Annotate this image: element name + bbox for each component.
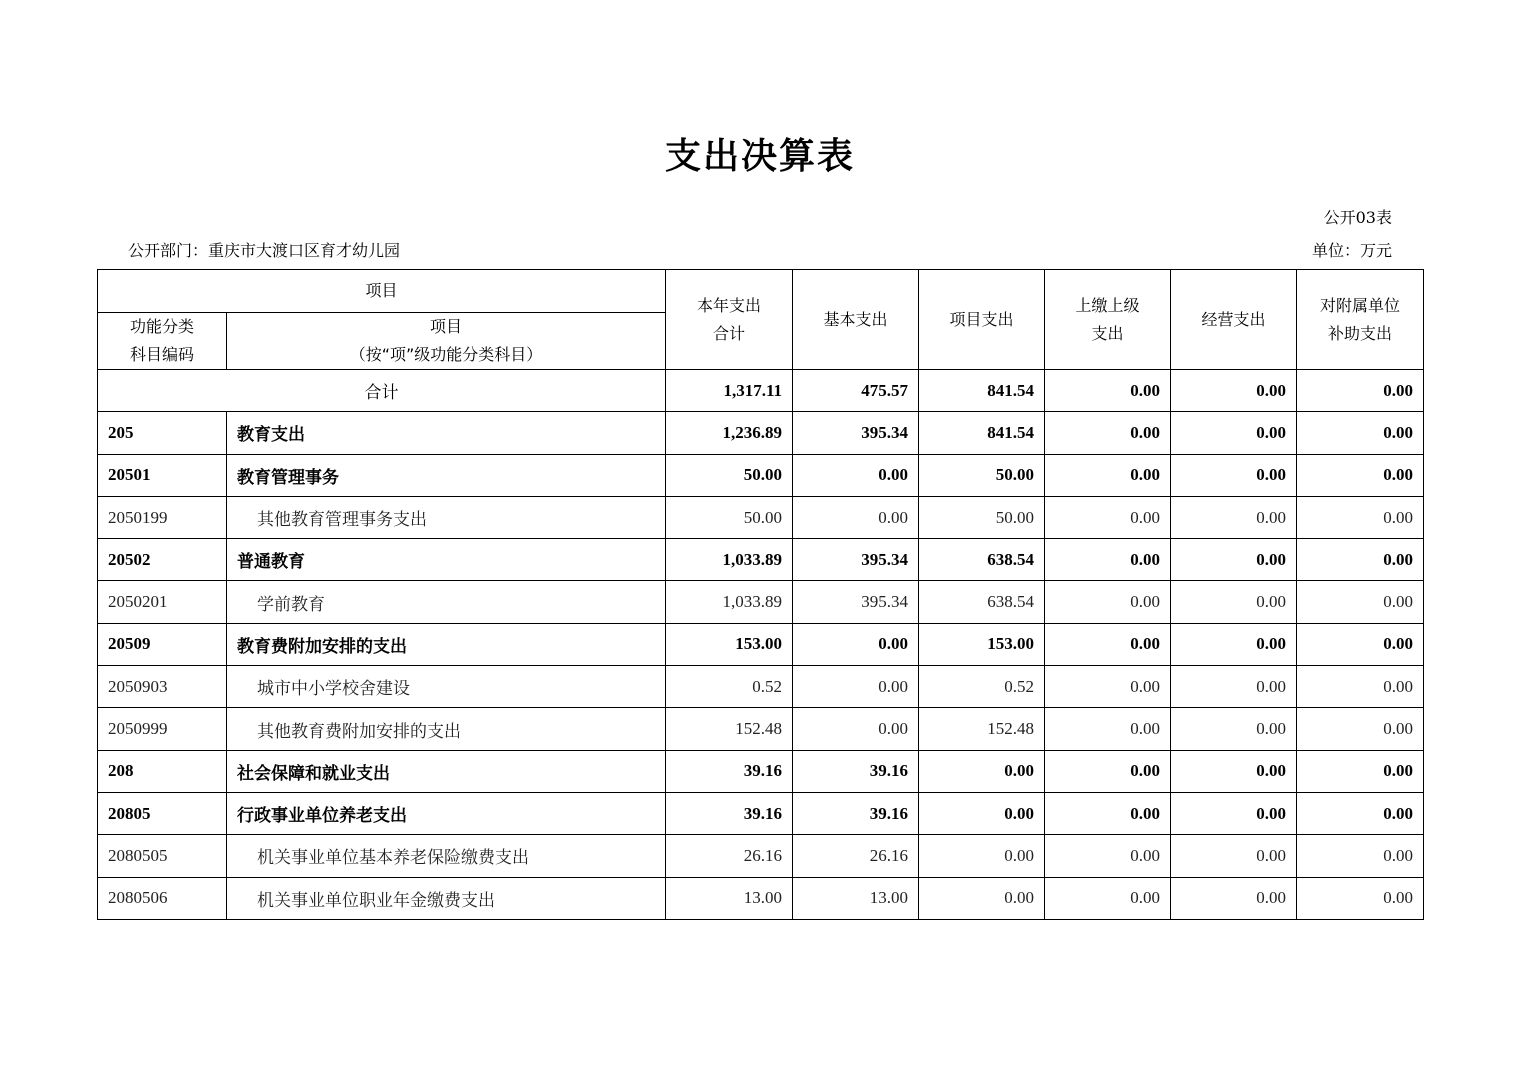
row-code: 2050999	[98, 708, 227, 750]
row-value: 0.00	[919, 750, 1045, 792]
table-row	[98, 454, 1424, 496]
row-value: 0.00	[1297, 412, 1424, 454]
row-name: 城市中小学校舍建设	[227, 666, 666, 708]
row-value: 153.00	[919, 623, 1045, 665]
row-value: 0.00	[1171, 708, 1297, 750]
department-label: 公开部门：重庆市大渡口区育才幼儿园	[128, 241, 401, 260]
row-value: 0.00	[1045, 454, 1171, 496]
row-code: 20502	[98, 539, 227, 581]
row-value: 39.16	[666, 750, 793, 792]
total-value: 475.57	[793, 370, 919, 412]
row-value: 0.00	[1171, 877, 1297, 919]
table-number: 公开03表	[1323, 208, 1392, 227]
row-value: 395.34	[793, 581, 919, 623]
row-value: 153.00	[666, 623, 793, 665]
row-value: 0.00	[1045, 539, 1171, 581]
table-row	[98, 750, 1424, 792]
row-value: 841.54	[919, 412, 1045, 454]
header-basic: 基本支出	[793, 270, 919, 370]
total-label: 合计	[98, 370, 666, 412]
header-func-code-line2: 科目编码	[129, 345, 194, 364]
row-value: 0.00	[1045, 623, 1171, 665]
expenditure-table	[97, 269, 1424, 920]
header-upper-line2: 支出	[1091, 323, 1124, 343]
row-value: 0.52	[666, 666, 793, 708]
row-value: 638.54	[919, 581, 1045, 623]
row-code: 20501	[98, 454, 227, 496]
row-value: 0.00	[1171, 539, 1297, 581]
header-func-code	[98, 313, 227, 370]
total-value: 0.00	[1171, 370, 1297, 412]
row-value: 1,033.89	[666, 539, 793, 581]
row-value: 1,033.89	[666, 581, 793, 623]
row-value: 0.00	[1297, 454, 1424, 496]
header-item-line1: 项目	[430, 317, 463, 336]
row-name: 其他教育管理事务支出	[227, 496, 666, 538]
table-row	[98, 666, 1424, 708]
row-value: 0.00	[919, 792, 1045, 834]
row-value: 1,236.89	[666, 412, 793, 454]
row-value: 152.48	[919, 708, 1045, 750]
row-value: 638.54	[919, 539, 1045, 581]
row-value: 50.00	[919, 496, 1045, 538]
row-value: 152.48	[666, 708, 793, 750]
row-value: 39.16	[793, 750, 919, 792]
row-name: 普通教育	[227, 539, 666, 581]
header-total-line1: 本年支出	[697, 295, 762, 315]
row-value: 0.00	[1045, 496, 1171, 538]
row-value: 0.00	[1171, 623, 1297, 665]
row-value: 395.34	[793, 412, 919, 454]
row-name: 行政事业单位养老支出	[227, 792, 666, 834]
row-value: 0.00	[1297, 750, 1424, 792]
row-code: 20509	[98, 623, 227, 665]
row-name: 教育管理事务	[227, 454, 666, 496]
row-value: 13.00	[793, 877, 919, 919]
row-name: 机关事业单位职业年金缴费支出	[227, 877, 666, 919]
row-value: 0.00	[793, 623, 919, 665]
row-value: 0.00	[1045, 835, 1171, 877]
total-value: 0.00	[1045, 370, 1171, 412]
header-item	[227, 313, 666, 370]
row-value: 395.34	[793, 539, 919, 581]
total-value: 841.54	[919, 370, 1045, 412]
page-title: 支出决算表	[664, 136, 855, 177]
row-value: 0.00	[1171, 792, 1297, 834]
row-value: 50.00	[919, 454, 1045, 496]
row-value: 0.00	[1297, 835, 1424, 877]
total-value: 0.00	[1297, 370, 1424, 412]
row-value: 0.00	[1045, 581, 1171, 623]
row-value: 0.00	[1297, 708, 1424, 750]
header-subsidy-line2: 补助支出	[1328, 323, 1393, 343]
row-value: 0.00	[1297, 539, 1424, 581]
header-item-line2: （按“项”级功能分类科目）	[349, 345, 543, 364]
row-name: 教育费附加安排的支出	[227, 623, 666, 665]
row-value: 0.00	[1045, 877, 1171, 919]
row-value: 0.00	[793, 666, 919, 708]
table-row	[98, 412, 1424, 454]
row-value: 0.00	[1045, 708, 1171, 750]
row-code: 2080506	[98, 877, 227, 919]
row-value: 0.00	[1171, 581, 1297, 623]
row-value: 26.16	[793, 835, 919, 877]
row-value: 0.00	[1297, 623, 1424, 665]
unit-label: 单位：万元	[1311, 241, 1392, 260]
row-value: 26.16	[666, 835, 793, 877]
table-row	[98, 581, 1424, 623]
header-upper	[1045, 270, 1171, 370]
table-row	[98, 496, 1424, 538]
row-value: 0.00	[1045, 792, 1171, 834]
row-name: 教育支出	[227, 412, 666, 454]
table-row	[98, 835, 1424, 877]
header-subsidy	[1297, 270, 1424, 370]
row-value: 39.16	[793, 792, 919, 834]
table-row	[98, 623, 1424, 665]
row-value: 13.00	[666, 877, 793, 919]
row-value: 50.00	[666, 496, 793, 538]
row-value: 0.00	[1171, 412, 1297, 454]
row-value: 0.00	[793, 708, 919, 750]
row-value: 0.00	[919, 835, 1045, 877]
header-item-group: 项目	[98, 270, 666, 313]
row-code: 2080505	[98, 835, 227, 877]
row-value: 0.00	[1297, 496, 1424, 538]
header-total-line2: 合计	[713, 323, 746, 343]
row-value: 0.00	[919, 877, 1045, 919]
row-value: 0.00	[1171, 454, 1297, 496]
row-code: 2050201	[98, 581, 227, 623]
row-value: 0.00	[1045, 412, 1171, 454]
total-value: 1,317.11	[666, 370, 793, 412]
row-value: 0.00	[1297, 792, 1424, 834]
header-total	[666, 270, 793, 370]
header-project: 项目支出	[919, 270, 1045, 370]
row-value: 0.00	[1045, 750, 1171, 792]
row-value: 39.16	[666, 792, 793, 834]
row-value: 0.52	[919, 666, 1045, 708]
table-row	[98, 539, 1424, 581]
row-value: 0.00	[1297, 877, 1424, 919]
row-code: 20805	[98, 792, 227, 834]
row-value: 0.00	[1045, 666, 1171, 708]
row-code: 2050903	[98, 666, 227, 708]
row-value: 0.00	[793, 496, 919, 538]
table-row	[98, 792, 1424, 834]
table-body	[98, 412, 1424, 920]
header-business: 经营支出	[1171, 270, 1297, 370]
row-value: 50.00	[666, 454, 793, 496]
row-code: 208	[98, 750, 227, 792]
total-row	[98, 370, 1424, 412]
row-name: 社会保障和就业支出	[227, 750, 666, 792]
row-value: 0.00	[1171, 835, 1297, 877]
row-value: 0.00	[1171, 750, 1297, 792]
row-name: 学前教育	[227, 581, 666, 623]
table-row	[98, 708, 1424, 750]
header-subsidy-line1: 对附属单位	[1320, 295, 1401, 315]
row-value: 0.00	[1171, 666, 1297, 708]
row-value: 0.00	[1297, 581, 1424, 623]
table-row	[98, 877, 1424, 919]
row-code: 2050199	[98, 496, 227, 538]
row-value: 0.00	[1297, 666, 1424, 708]
row-name: 其他教育费附加安排的支出	[227, 708, 666, 750]
row-code: 205	[98, 412, 227, 454]
row-name: 机关事业单位基本养老保险缴费支出	[227, 835, 666, 877]
row-value: 0.00	[793, 454, 919, 496]
row-value: 0.00	[1171, 496, 1297, 538]
header-func-code-line1: 功能分类	[129, 317, 194, 336]
header-upper-line1: 上缴上级	[1075, 295, 1140, 315]
